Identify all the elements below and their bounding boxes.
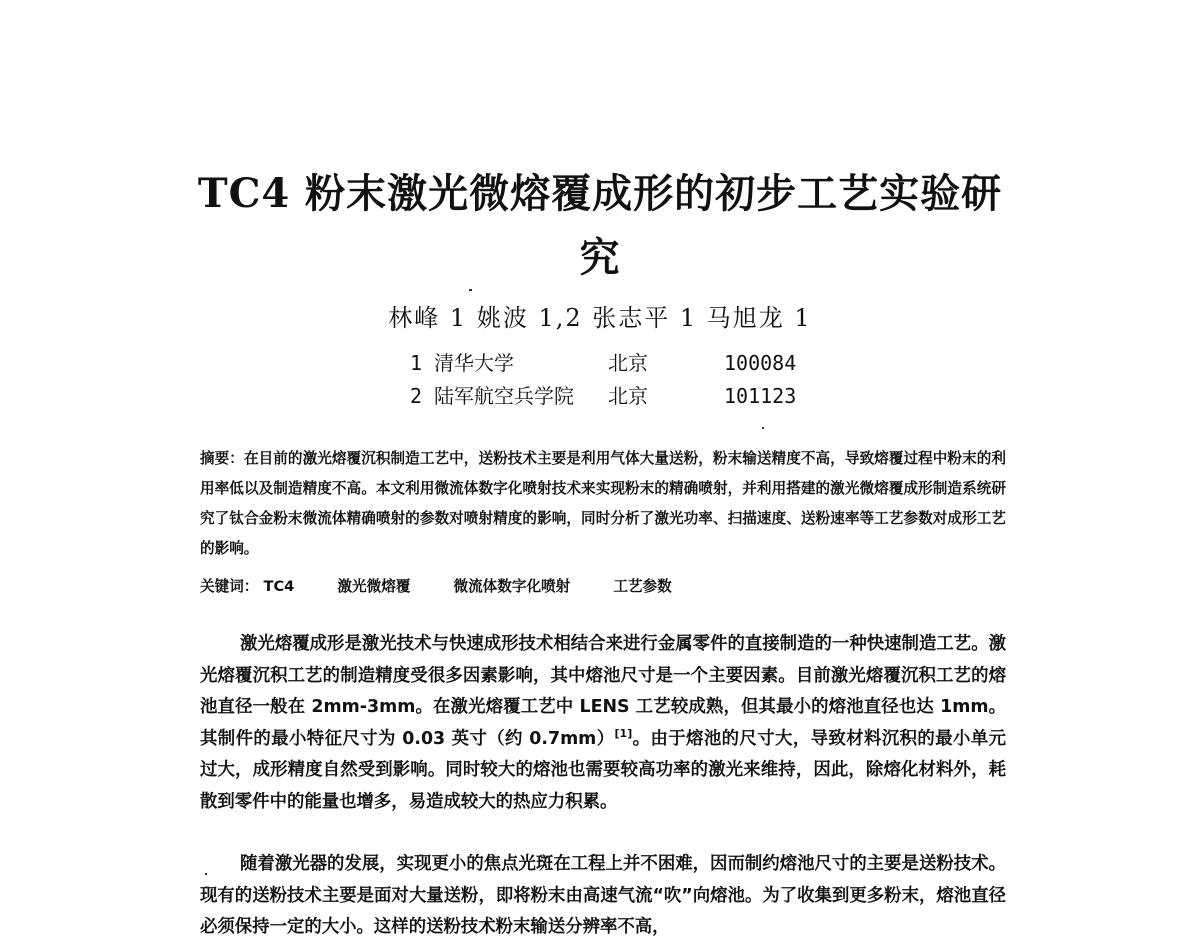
abstract (200, 444, 1006, 564)
affiliation-institution: 陆军航空兵学院 (434, 384, 574, 408)
affiliation-index: 2 (410, 384, 423, 408)
keywords (200, 572, 710, 602)
keywords-label: 关键词： (200, 578, 259, 595)
affiliation-institution: 清华大学 (434, 351, 514, 375)
affiliation-zip: 100084 (724, 351, 797, 375)
abstract-text: 在目前的激光熔覆沉积制造工艺中，送粉技术主要是利用气体大量送粉，粉末输送精度不高，导致熔覆过程中粉末的利用率低以及制造精度不高。本文利用微流体数字化喷射技术来实现粉末的精确喷射，并利用搭建的激光微熔覆成形制造系统研究了钛合金粉末微流体精确喷射的参数对喷射精度的影响，同时分析了激光功率、扫描速度、送粉速率等工艺参数对成形工艺的影响。 (200, 450, 1006, 557)
affiliation-city: 北京 (608, 351, 648, 375)
affiliation-city: 北京 (608, 384, 648, 408)
citation-marker: [1] (614, 726, 633, 740)
keyword-item: 工艺参数 (613, 578, 672, 595)
keyword-item: 微流体数字化喷射 (453, 578, 571, 595)
keyword-item: TC4 (263, 578, 295, 595)
keyword-item: 激光微熔覆 (337, 578, 411, 595)
abstract-label: 摘要： (200, 450, 244, 467)
paragraph-text: 激光熔覆成形是激光技术与快速成形技术相结合来进行金属零件的直接制造的一种快速制造工艺。激光熔覆沉积工艺的制造精度受很多因素影响，其中熔池尺寸是一个主要因素。目前激光熔覆沉积工艺的熔池直径一般在 2mm-3mm。在激光熔覆工艺中 LENS 工艺较成熟，但其最小的熔池直径也达 1mm。其制件的最小特征尺寸为 0.03 英寸（约 0.7mm） (200, 634, 1006, 749)
body-paragraph-2: 随着激光器的发展，实现更小的焦点光斑在工程上并不困难，因而制约熔池尺寸的主要是送粉技术。现有的送粉技术主要是面对大量送粉，即将粉末由高速气流“吹”向熔池。为了收集到更多粉末，熔池直径必须保持一定的大小。这样的送粉技术粉末输送分辨率不高， (200, 854, 1006, 938)
paragraph-text: 。由于熔池的尺寸大，导致材料沉积的最小单元过大，成形精度自然受到影响。同时较大的熔池也需要较高功率的激光来维持，因此，除熔化材料外，耗散到零件中的能量也增多，易造成较大的热应力积累。 (200, 728, 1006, 812)
body-paragraph-1 (200, 629, 1006, 819)
paper-title-line-1: TC4 粉末激光微熔覆成形的初步工艺实验研 (197, 170, 1003, 217)
paper-title-line-2: 究 (579, 234, 621, 281)
scan-speck (762, 427, 764, 429)
affiliation-zip: 101123 (724, 384, 797, 408)
affiliation-index: 1 (410, 351, 423, 375)
scan-speck (469, 289, 472, 291)
author-list: 林峰 1 姚波 1,2 张志平 1 马旭龙 1 (388, 304, 812, 332)
